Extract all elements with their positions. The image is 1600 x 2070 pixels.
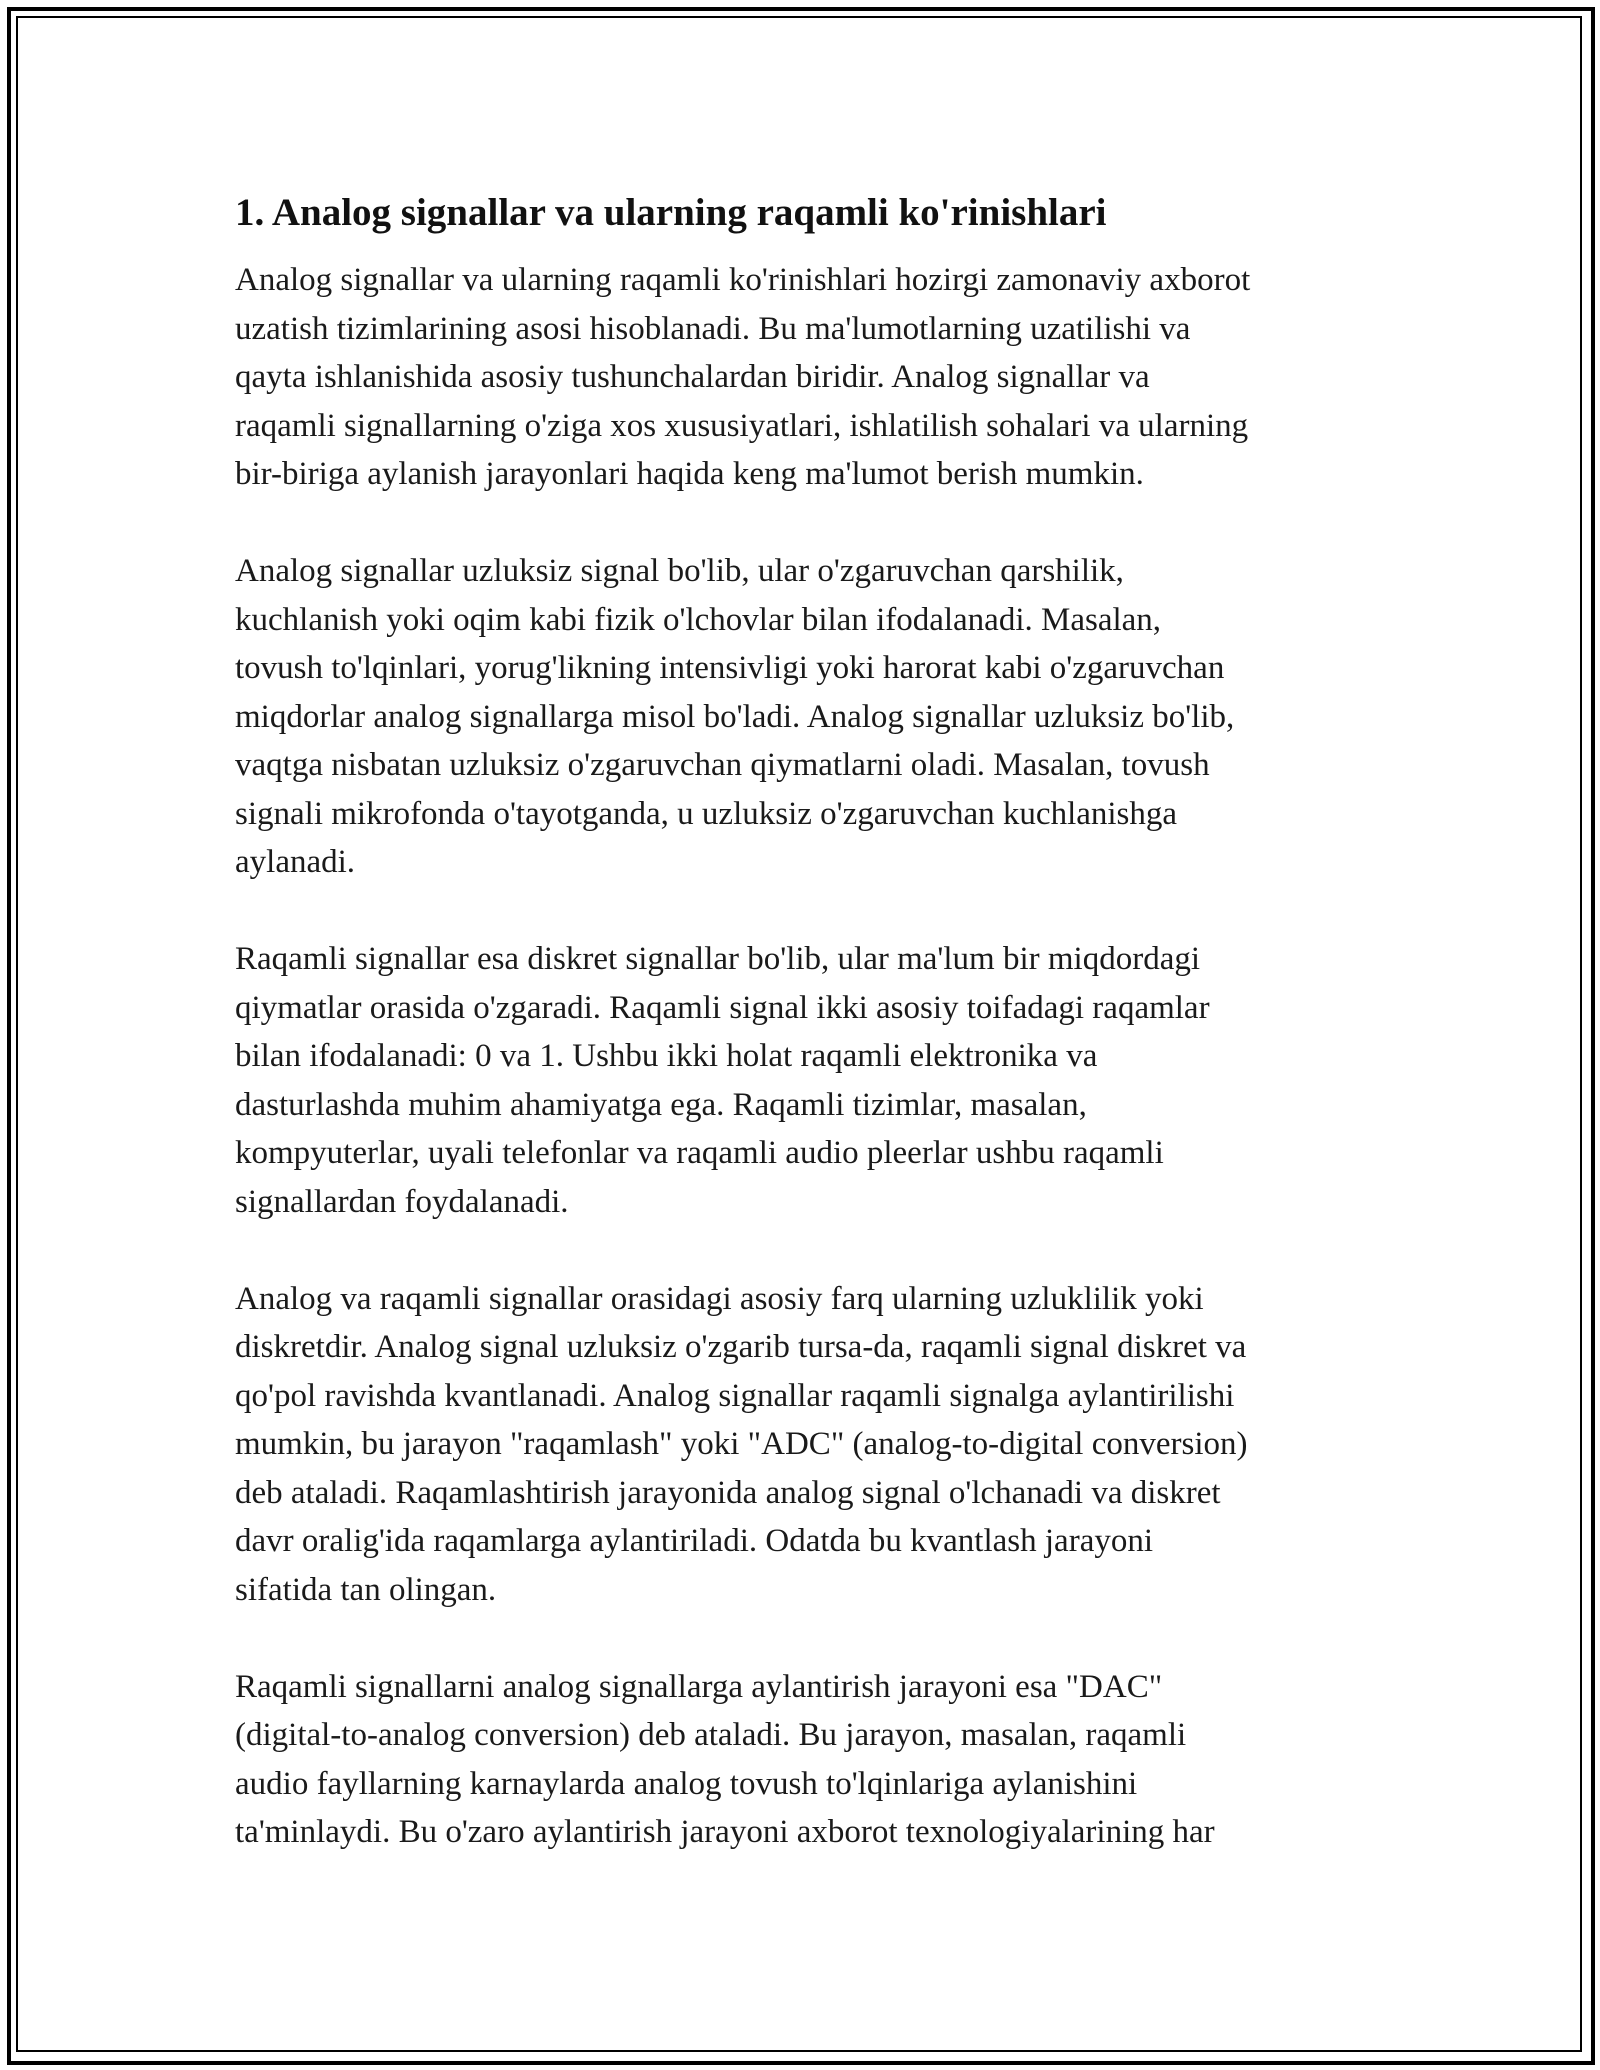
- paragraph-line: dasturlashda muhim ahamiyatga ega. Raqamli tizimlar, masalan,: [235, 1086, 1087, 1123]
- paragraph-line: signali mikrofonda o'tayotganda, u uzluksiz o'zgaruvchan kuchlanishga: [235, 795, 1178, 832]
- paragraph-line: qayta ishlanishida asosiy tushunchalardan biridir. Analog signallar va: [235, 359, 1150, 395]
- section-title: 1. Analog signallar va ularning raqamli ko'rinishlari: [235, 191, 1107, 234]
- paragraph-line: tovush to'lqinlari, yorug'likning intensivligi yoki harorat kabi o'zgaruvchan: [235, 650, 1225, 686]
- paragraph-line: uzatish tizimlarining asosi hisoblanadi. Bu ma'lumotlarning uzatilishi va: [235, 310, 1191, 347]
- paragraph-line: diskretdir. Analog signal uzluksiz o'zgarib tursa-da, raqamli signal diskret va: [235, 1329, 1247, 1365]
- paragraph-line: bir-biriga aylanish jarayonlari haqida keng ma'lumot berish mumkin.: [235, 456, 1144, 492]
- paragraph-differences-adc: [235, 1275, 1375, 1615]
- paragraph-line: vaqtga nisbatan uzluksiz o'zgaruvchan qiymatlarni oladi. Masalan, tovush: [235, 747, 1210, 783]
- paragraph-line: davr oralig'ida raqamlarga aylantiriladi. Odatda bu kvantlash jarayoni: [235, 1523, 1154, 1559]
- paragraph-line: qiymatlar orasida o'zgaradi. Raqamli signal ikki asosiy toifadagi raqamlar: [235, 989, 1210, 1026]
- paragraph-line: bilan ifodalanadi: 0 va 1. Ushbu ikki holat raqamli elektronika va: [235, 1038, 1098, 1074]
- document-body: [235, 185, 1375, 1857]
- paragraph-line: Analog signallar uzluksiz signal bo'lib, ular o'zgaruvchan qarshilik,: [235, 553, 1124, 589]
- paragraph-line: Analog va raqamli signallar orasidagi asosiy farq ularning uzluklilik yoki: [235, 1280, 1204, 1317]
- paragraph-line: kuchlanish yoki oqim kabi fizik o'lchovlar bilan ifodalanadi. Masalan,: [235, 601, 1162, 638]
- paragraph-line: ta'minlaydi. Bu o'zaro aylantirish jarayoni axborot texnologiyalarining har: [235, 1814, 1215, 1850]
- paragraph-line: Raqamli signallar esa diskret signallar bo'lib, ular ma'lum bir miqdordagi: [235, 941, 1201, 977]
- paragraph-line: qo'pol ravishda kvantlanadi. Analog signallar raqamli signalga aylantirilishi: [235, 1377, 1235, 1414]
- paragraph-line: aylanadi.: [235, 844, 356, 880]
- paragraph-line: raqamli signallarning o'ziga xos xususiyatlari, ishlatilish sohalari va ularning: [235, 407, 1249, 444]
- paragraph-line: audio fayllarning karnaylarda analog tovush to'lqinlariga aylanishini: [235, 1765, 1138, 1802]
- paragraph-analog-signals: [235, 547, 1375, 887]
- paragraph-line: Analog signallar va ularning raqamli ko'rinishlari hozirgi zamonaviy axborot: [235, 262, 1251, 298]
- paragraph-line: miqdorlar analog signallarga misol bo'ladi. Analog signallar uzluksiz bo'lib,: [235, 698, 1235, 735]
- paragraph-digital-signals: [235, 935, 1375, 1226]
- paragraph-line: deb ataladi. Raqamlashtirish jarayonida analog signal o'lchanadi va diskret: [235, 1474, 1221, 1511]
- paragraph-line: (digital-to-analog conversion) deb ataladi. Bu jarayon, masalan, raqamli: [235, 1717, 1187, 1753]
- paragraph-intro: [235, 256, 1375, 499]
- paragraph-line: mumkin, bu jarayon "raqamlash" yoki "ADC" (analog-to-digital conversion): [235, 1426, 1248, 1462]
- paragraph-line: signallardan foydalanadi.: [235, 1183, 569, 1220]
- paragraph-line: Raqamli signallarni analog signallarga aylantirish jarayoni esa "DAC": [235, 1668, 1163, 1705]
- paragraph-line: sifatida tan olingan.: [235, 1571, 497, 1608]
- paragraph-line: kompyuterlar, uyali telefonlar va raqamli audio pleerlar ushbu raqamli: [235, 1135, 1164, 1171]
- paragraph-dac: [235, 1663, 1375, 1857]
